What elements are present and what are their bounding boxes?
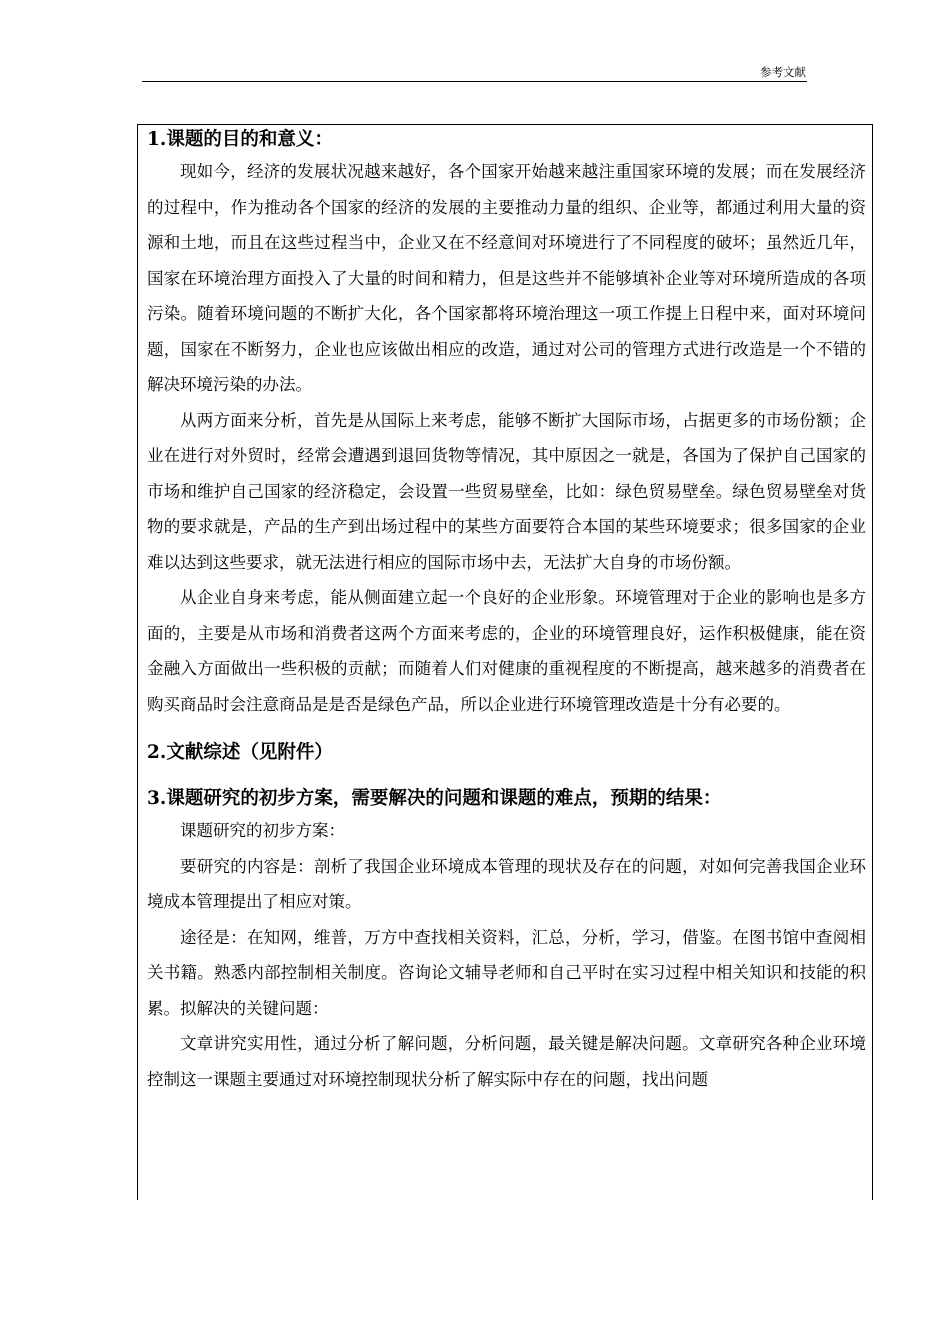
running-header: 参考文献 (760, 65, 806, 79)
section-3-subheading: 课题研究的初步方案： (180, 821, 345, 840)
header-rule (142, 81, 807, 82)
section-1-paragraph-2: 从两方面来分析，首先是从国际上来考虑，能够不断扩大国际市场，占据更多的市场份额；企业在进行对外贸时，经常会遭遇到退回货物等情况，其中原因之一就是，各国为了保护自己国家的市场和维护自己国家的经济稳定，会设置一些贸易壁垒，比如：绿色贸易壁垒。绿色贸易壁垒对货物的要求就是，产品的生产到出场过程中的某些方面要符合本国的某些环境要求；很多国家的企业难以达到这些要求，就无法进行相应的国际市场中去，无法扩大自身的市场份额。 (147, 410, 866, 572)
section-1-paragraph-3: 从企业自身来考虑，能从侧面建立起一个良好的企业形象。环境管理对于企业的影响也是多方面的，主要是从市场和消费者这两个方面来考虑的，企业的环境管理良好，运作积极健康，能在资金融入方面做出一些积极的贡献；而随着人们对健康的重视程度的不断提高，越来越多的消费者在购买商品时会注意商品是是否是绿色产品，所以企业进行环境管理改造是十分有必要的。 (147, 588, 866, 714)
section-1-paragraph-1: 现如今，经济的发展状况越来越好，各个国家开始越来越注重国家环境的发展；而在发展经济的过程中，作为推动各个国家的经济的发展的主要推动力量的组织、企业等，都通过利用大量的资源和土地，而且在这些过程当中，企业又在不经意间对环境进行了不同程度的破坏；虽然近几年，国家在环境治理方面投入了大量的时间和精力，但是这些并不能够填补企业等对环境所造成的各项污染。随着环境问题的不断扩大化，各个国家都将环境治理这一项工作提上日程中来，面对环境问题，国家在不断努力，企业也应该做出相应的改造，通过对公司的管理方式进行改造是一个不错的解决环境污染的办法。 (147, 162, 866, 394)
section-1-heading: 1.课题的目的和意义： (147, 129, 333, 150)
section-2-heading: 2.文献综述（见附件） (147, 742, 333, 763)
section-3-paragraph-practicality: 文章讲究实用性，通过分析了解问题，分析问题，最关键是解决问题。文章研究各种企业环境控制这一课题主要通过对环境控制现状分析了解实际中存在的问题，找出问题 (147, 1034, 866, 1089)
section-3-paragraph-approach: 途径是：在知网，维普，万方中查找相关资料，汇总，分析，学习，借鉴。在图书馆中查阅相关书籍。熟悉内部控制相关制度。咨询论文辅导老师和自己平时在实习过程中相关知识和技能的积累。拟解决的关键问题： (147, 927, 866, 1018)
proposal-table-cell (137, 124, 873, 1200)
section-3-heading: 3.课题研究的初步方案，需要解决的问题和课题的难点，预期的结果： (147, 788, 722, 809)
section-3-paragraph-content: 要研究的内容是：剖析了我国企业环境成本管理的现状及存在的问题，对如何完善我国企业环境成本管理提出了相应对策。 (147, 856, 866, 911)
